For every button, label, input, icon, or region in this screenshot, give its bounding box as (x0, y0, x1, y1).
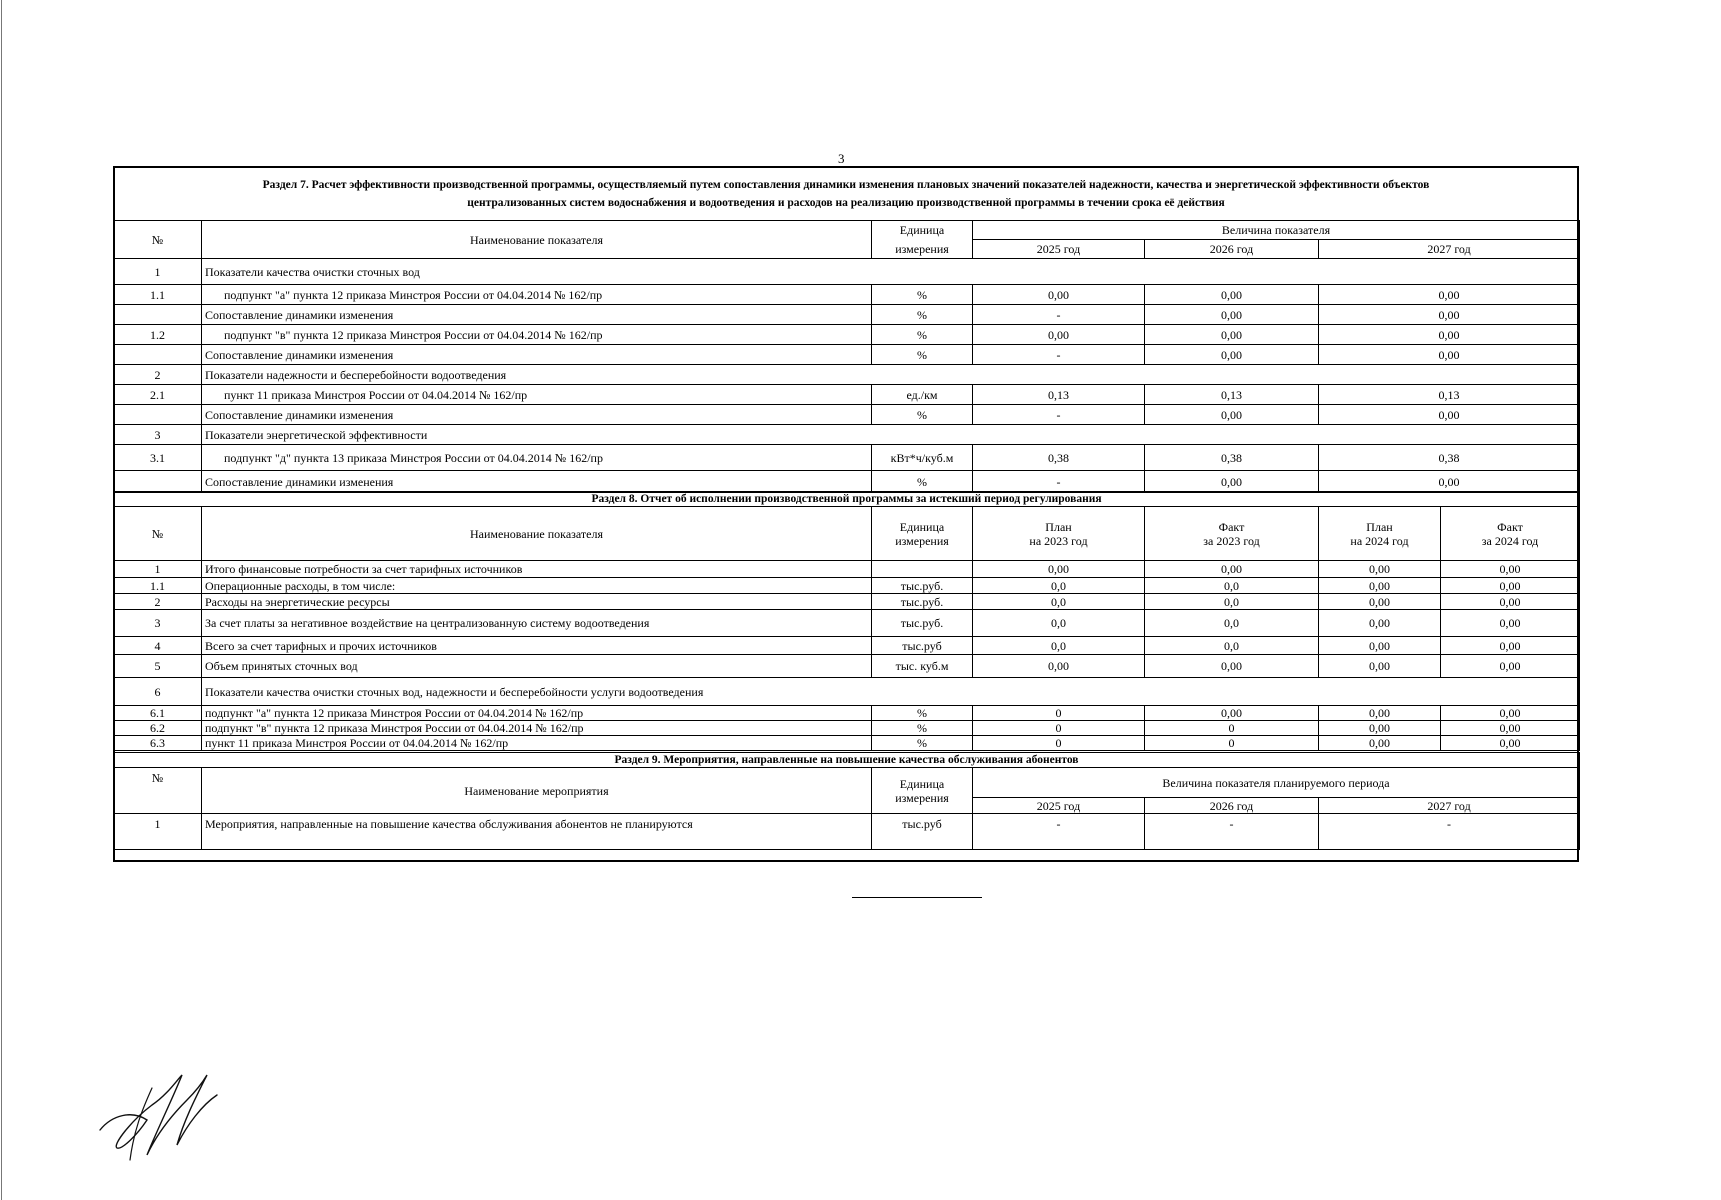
cell-fact-2023: 0,00 (1145, 706, 1319, 721)
table-row (114, 637, 1580, 655)
cell-plan-2024: 0,00 (1319, 637, 1441, 655)
cell-2025: 0,00 (973, 325, 1145, 345)
cell-2025: - (973, 345, 1145, 365)
cell-fact-2023: 0,0 (1145, 594, 1319, 610)
cell-num: 3.1 (114, 445, 202, 471)
cell-2025: - (973, 305, 1145, 325)
cell-name: Сопоставление динамики изменения (202, 405, 872, 425)
cell-unit: % (872, 285, 973, 305)
cell-plan-2024: 0,00 (1319, 736, 1441, 751)
end-rule (852, 897, 982, 898)
cell-name: Объем принятых сточных вод (202, 655, 872, 678)
cell-2026: - (1145, 814, 1319, 850)
cell-unit: тыс.руб (872, 637, 973, 655)
table-row (114, 655, 1580, 678)
cell-fact-2024: 0,00 (1441, 578, 1580, 594)
cell-num: 1.1 (114, 285, 202, 305)
cell-fact-2024: 0,00 (1441, 637, 1580, 655)
section7-title-line2: централизованных систем водоснабжения и водоотведения и расходов на реализацию производственной программы в течении срока её действия (467, 197, 1225, 209)
header-plan-2023-line1: План (1045, 519, 1072, 534)
table-row (114, 594, 1580, 610)
cell-plan-2024: 0,00 (1319, 610, 1441, 637)
cell-2026: 0,00 (1145, 345, 1319, 365)
header-num: № (114, 507, 202, 561)
section9-table (113, 752, 1580, 850)
header-fact-2023 (1145, 507, 1319, 561)
header-unit-line2: измерения (872, 240, 973, 259)
cell-plan-2023: 0,0 (973, 594, 1145, 610)
cell-2027: 0,00 (1319, 325, 1580, 345)
cell-2025: 0,38 (973, 445, 1145, 471)
page-number: 3 (838, 151, 845, 166)
cell-num: 1 (114, 561, 202, 578)
header-name: Наименование мероприятия (202, 768, 872, 814)
cell-unit: тыс.руб. (872, 578, 973, 594)
cell-unit: кВт*ч/куб.м (872, 445, 973, 471)
cell-name: подпункт "в" пункта 12 приказа Минстроя России от 04.04.2014 № 162/пр (202, 325, 872, 345)
cell-plan-2023: 0,0 (973, 578, 1145, 594)
section9-title: Раздел 9. Мероприятия, направленные на повышение качества обслуживания абонентов (114, 753, 1580, 768)
header-2026: 2026 год (1145, 798, 1319, 814)
cell-plan-2024: 0,00 (1319, 655, 1441, 678)
cell-2027: - (1319, 814, 1580, 850)
cell-fact-2023: 0 (1145, 721, 1319, 736)
table-row (114, 721, 1580, 736)
header-name: Наименование показателя (202, 507, 872, 561)
table-row (114, 736, 1580, 751)
header-2025: 2025 год (973, 798, 1145, 814)
header-plan-2023 (973, 507, 1145, 561)
header-2027: 2027 год (1319, 240, 1580, 259)
cell-num: 4 (114, 637, 202, 655)
cell-2025: - (973, 814, 1145, 850)
cell-unit: % (872, 325, 973, 345)
header-num: № (114, 768, 202, 814)
header-2027: 2027 год (1319, 798, 1580, 814)
cell-unit: тыс.руб. (872, 610, 973, 637)
header-fact-2024 (1441, 507, 1580, 561)
cell-num: 2 (114, 365, 202, 385)
header-2025: 2025 год (973, 240, 1145, 259)
cell-num: 1 (114, 259, 202, 285)
table-row (114, 285, 1580, 305)
cell-fact-2023: 0,0 (1145, 637, 1319, 655)
cell-2027: 0,00 (1319, 345, 1580, 365)
cell-num (114, 405, 202, 425)
cell-name: Мероприятия, направленные на повышение качества обслуживания абонентов не планируются (202, 814, 872, 850)
page-edge-line (1, 0, 2, 1200)
cell-num: 1 (114, 814, 202, 850)
table-row (114, 445, 1580, 471)
table-row (114, 578, 1580, 594)
cell-fact-2023: 0,00 (1145, 561, 1319, 578)
cell-2026: 0,00 (1145, 305, 1319, 325)
cell-2026: 0,00 (1145, 285, 1319, 305)
cell-num: 6.3 (114, 736, 202, 751)
table-row (114, 561, 1580, 578)
cell-unit: % (872, 721, 973, 736)
cell-name: Показатели качества очистки сточных вод, надежности и бесперебойности услуги водоотведения (202, 678, 1580, 706)
section7-title (115, 176, 1577, 212)
table-row (114, 610, 1580, 637)
cell-name: подпункт "а" пункта 12 приказа Минстроя России от 04.04.2014 № 162/пр (202, 706, 872, 721)
cell-2026: 0,00 (1145, 405, 1319, 425)
cell-name: Показатели энергетической эффективности (202, 425, 1580, 445)
cell-name: Расходы на энергетические ресурсы (202, 594, 872, 610)
header-unit-line1: Единица (899, 519, 945, 534)
header-unit-line1: Единица (899, 776, 945, 791)
cell-unit: тыс.руб. (872, 594, 973, 610)
table-row (114, 678, 1580, 706)
table-row (114, 345, 1580, 365)
cell-fact-2024: 0,00 (1441, 736, 1580, 751)
cell-num: 2.1 (114, 385, 202, 405)
cell-2027: 0,00 (1319, 285, 1580, 305)
cell-plan-2024: 0,00 (1319, 594, 1441, 610)
header-unit (872, 768, 973, 814)
cell-fact-2024: 0,00 (1441, 706, 1580, 721)
section8-table (113, 491, 1580, 751)
cell-unit: тыс.руб (872, 814, 973, 850)
table-row (114, 405, 1580, 425)
header-unit-line2: измерения (895, 790, 949, 805)
table-row (114, 814, 1580, 850)
cell-name: Сопоставление динамики изменения (202, 345, 872, 365)
header-fact-2024-line1: Факт (1497, 519, 1523, 534)
header-fact-2023-line2: за 2023 год (1203, 533, 1260, 548)
table-row (114, 305, 1580, 325)
section7-title-line1: Раздел 7. Расчет эффективности производственной программы, осуществляемый путем сопоставления динамики изменения плановых значений показателей надежности, качества и энергетической эффективности объектов (262, 179, 1430, 191)
cell-name: Всего за счет тарифных и прочих источников (202, 637, 872, 655)
cell-plan-2023: 0,0 (973, 637, 1145, 655)
cell-fact-2024: 0,00 (1441, 561, 1580, 578)
cell-plan-2023: 0 (973, 736, 1145, 751)
cell-num (114, 471, 202, 493)
cell-name: Сопоставление динамики изменения (202, 471, 872, 493)
cell-plan-2024: 0,00 (1319, 721, 1441, 736)
cell-fact-2024: 0,00 (1441, 721, 1580, 736)
cell-2027: 0,00 (1319, 405, 1580, 425)
cell-2025: - (973, 471, 1145, 493)
table-row (114, 325, 1580, 345)
cell-name: Операционные расходы, в том числе: (202, 578, 872, 594)
cell-num: 6 (114, 678, 202, 706)
cell-unit: % (872, 405, 973, 425)
cell-2026: 0,00 (1145, 471, 1319, 493)
header-fact-2024-line2: за 2024 год (1481, 533, 1539, 548)
cell-name: Сопоставление динамики изменения (202, 305, 872, 325)
cell-num (114, 345, 202, 365)
cell-num: 3 (114, 610, 202, 637)
cell-2025: - (973, 405, 1145, 425)
cell-2027: 0,38 (1319, 445, 1580, 471)
header-2026: 2026 год (1145, 240, 1319, 259)
cell-fact-2023: 0,0 (1145, 610, 1319, 637)
cell-name: Показатели надежности и бесперебойности водоотведения (202, 365, 1580, 385)
cell-num: 2 (114, 594, 202, 610)
section7-table (113, 220, 1580, 493)
cell-unit: % (872, 345, 973, 365)
header-plan-2024-line1: План (1366, 519, 1393, 534)
cell-num: 6.1 (114, 706, 202, 721)
cell-name: подпункт "а" пункта 12 приказа Минстроя России от 04.04.2014 № 162/пр (202, 285, 872, 305)
table-row (114, 471, 1580, 493)
cell-fact-2024: 0,00 (1441, 610, 1580, 637)
header-plan-2024 (1319, 507, 1441, 561)
header-unit-line2: измерения (895, 533, 949, 548)
cell-fact-2024: 0,00 (1441, 594, 1580, 610)
cell-name: подпункт "д" пункта 13 приказа Минстроя России от 04.04.2014 № 162/пр (202, 445, 872, 471)
table-row (114, 365, 1580, 385)
cell-fact-2023: 0 (1145, 736, 1319, 751)
header-plan-2023-line2: на 2023 год (1029, 533, 1088, 548)
cell-plan-2024: 0,00 (1319, 706, 1441, 721)
header-num: № (114, 221, 202, 259)
cell-plan-2023: 0 (973, 721, 1145, 736)
cell-name: Итого финансовые потребности за счет тарифных источников (202, 561, 872, 578)
cell-2027: 0,00 (1319, 471, 1580, 493)
cell-2026: 0,13 (1145, 385, 1319, 405)
cell-unit: % (872, 471, 973, 493)
cell-fact-2024: 0,00 (1441, 655, 1580, 678)
cell-name: За счет платы за негативное воздействие на централизованную систему водоотведения (202, 610, 872, 637)
cell-num: 6.2 (114, 721, 202, 736)
header-unit (872, 507, 973, 561)
cell-plan-2024: 0,00 (1319, 561, 1441, 578)
cell-fact-2023: 0,00 (1145, 655, 1319, 678)
table-row (114, 259, 1580, 285)
header-value-group: Величина показателя планируемого периода (973, 768, 1580, 798)
cell-num: 1.2 (114, 325, 202, 345)
cell-2025: 0,13 (973, 385, 1145, 405)
cell-unit: % (872, 305, 973, 325)
table-row (114, 425, 1580, 445)
cell-num (114, 305, 202, 325)
cell-num: 1.1 (114, 578, 202, 594)
cell-unit (872, 561, 973, 578)
header-value-group: Величина показателя (973, 221, 1580, 240)
cell-name: пункт 11 приказа Минстроя России от 04.04.2014 № 162/пр (202, 736, 872, 751)
cell-name: подпункт "в" пункта 12 приказа Минстроя России от 04.04.2014 № 162/пр (202, 721, 872, 736)
cell-name: пункт 11 приказа Минстроя России от 04.04.2014 № 162/пр (202, 385, 872, 405)
cell-num: 5 (114, 655, 202, 678)
table-row (114, 385, 1580, 405)
cell-plan-2023: 0,00 (973, 655, 1145, 678)
header-unit-line1: Единица (872, 221, 973, 240)
cell-2027: 0,13 (1319, 385, 1580, 405)
cell-plan-2023: 0,0 (973, 610, 1145, 637)
cell-unit: тыс. куб.м (872, 655, 973, 678)
cell-plan-2023: 0 (973, 706, 1145, 721)
cell-unit: ед./км (872, 385, 973, 405)
handwritten-signature (92, 1060, 222, 1170)
cell-2027: 0,00 (1319, 305, 1580, 325)
cell-2026: 0,38 (1145, 445, 1319, 471)
cell-name: Показатели качества очистки сточных вод (202, 259, 1580, 285)
cell-2025: 0,00 (973, 285, 1145, 305)
cell-2026: 0,00 (1145, 325, 1319, 345)
header-fact-2023-line1: Факт (1218, 519, 1245, 534)
section8-title: Раздел 8. Отчет об исполнении производственной программы за истекший период регулирования (114, 492, 1580, 507)
cell-fact-2023: 0,0 (1145, 578, 1319, 594)
cell-plan-2023: 0,00 (973, 561, 1145, 578)
cell-unit: % (872, 706, 973, 721)
header-name: Наименование показателя (202, 221, 872, 259)
table-row (114, 706, 1580, 721)
cell-unit: % (872, 736, 973, 751)
cell-plan-2024: 0,00 (1319, 578, 1441, 594)
cell-num: 3 (114, 425, 202, 445)
header-plan-2024-line2: на 2024 год (1350, 533, 1409, 548)
